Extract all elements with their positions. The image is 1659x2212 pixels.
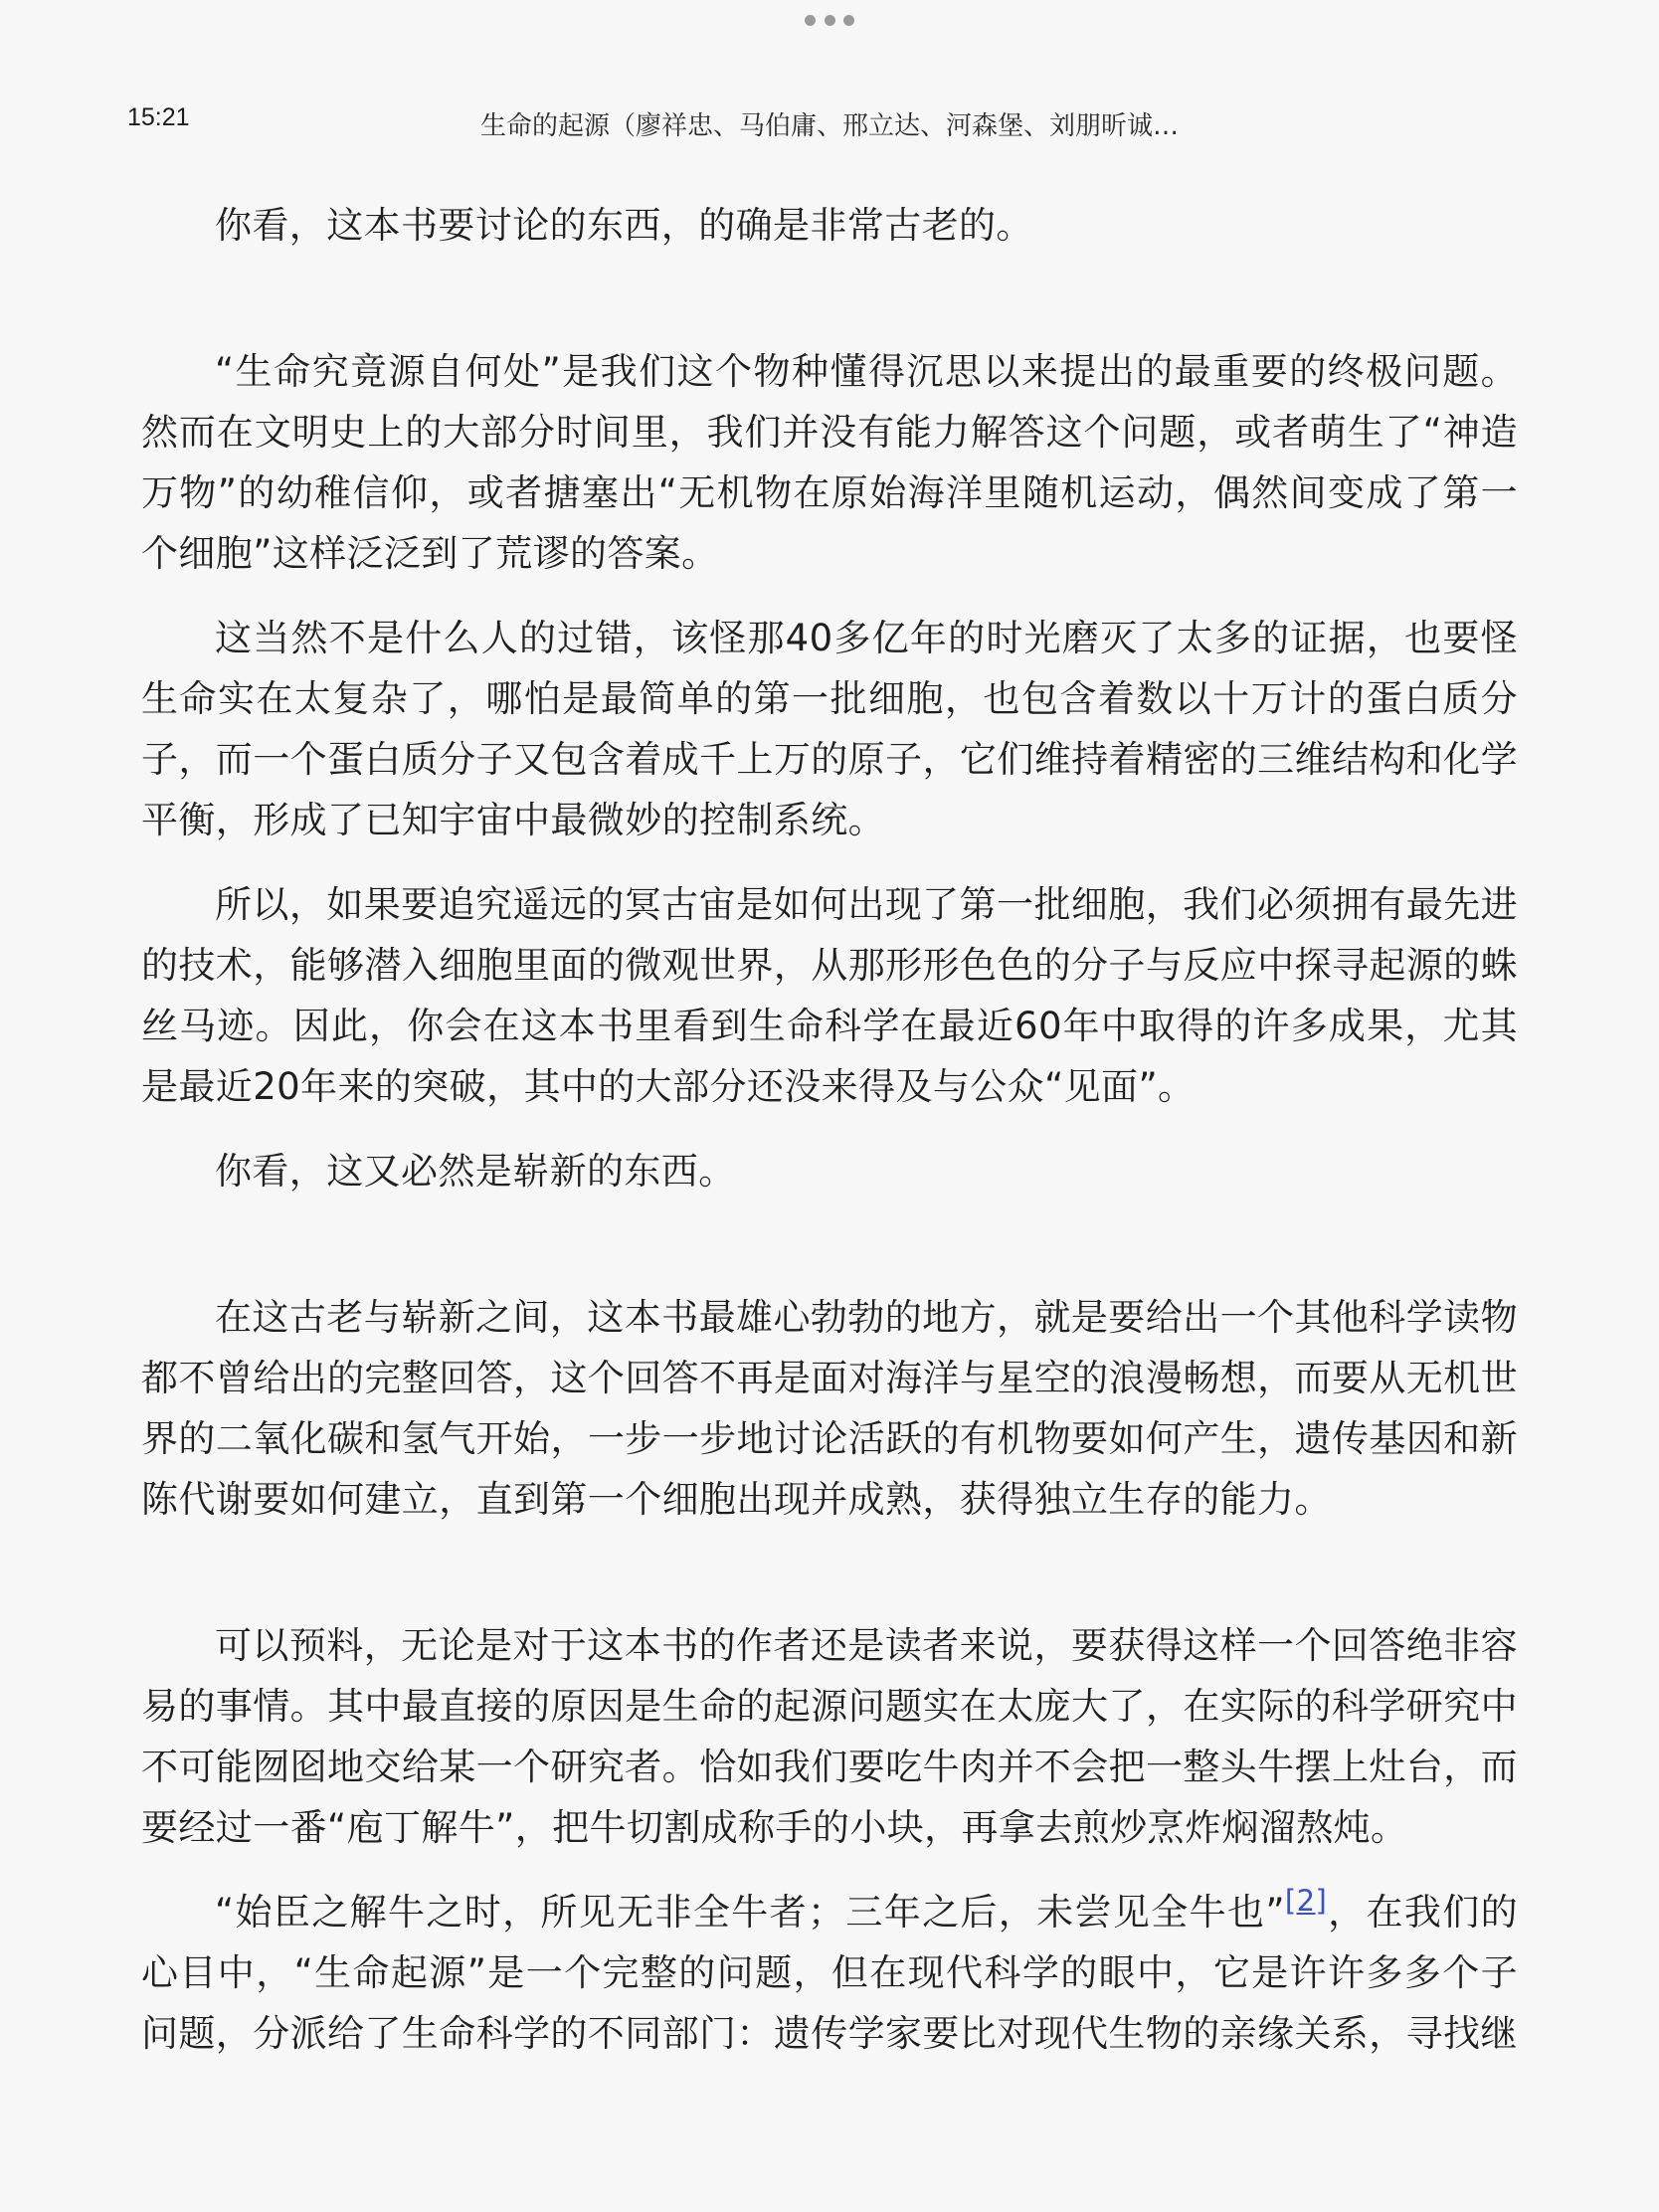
dot-icon xyxy=(805,15,816,26)
paragraph: 所以，如果要追究遥远的冥古宙是如何出现了第一批细胞，我们必须拥有最先进的技术，能够潜入细胞里面的微观世界，从那形形色色的分子与反应中探寻起源的蛛丝马迹。因此，你会在这本书里看到生命科学在最近60年中取得的许多成果，尤其是最近20年来的突破，其中的大部分还没来得及与公众“见面”。 xyxy=(141,883,1518,1108)
book-title: 生命的起源（廖祥忠、马伯庸、邢立达、河森堡、刘朋昕诚… xyxy=(479,111,1179,141)
paragraph xyxy=(141,1882,1518,2064)
paragraph: 这当然不是什么人的过错，该怪那40多亿年的时光磨灭了太多的证据，也要怪生命实在太复杂了，哪怕是最简单的第一批细胞，也包含着数以十万计的蛋白质分子，而一个蛋白质分子又包含着成千上万的原子，它们维持着精密的三维结构和化学平衡，形成了已知宇宙中最微妙的控制系统。 xyxy=(141,617,1518,841)
paragraph: 可以预料，无论是对于这本书的作者还是读者来说，要获得这样一个回答绝非容易的事情。其中最直接的原因是生命的起源问题实在太庞大了，在实际的科学研究中不可能囫囵地交给某一个研究者。恰如我们要吃牛肉并不会把一整头牛摆上灶台，而要经过一番“庖丁解牛”，把牛切割成称手的小块，再拿去煎炒烹炸焖溜熬炖。 xyxy=(141,1624,1518,1849)
paragraph: 在这古老与崭新之间，这本书最雄心勃勃的地方，就是要给出一个其他科学读物都不曾给出的完整回答，这个回答不再是面对海洋与星空的浪漫畅想，而要从无机世界的二氧化碳和氢气开始，一步一步地讨论活跃的有机物要如何产生，遗传基因和新陈代谢要如何建立，直到第一个细胞出现并成熟，获得独立生存的能力。 xyxy=(141,1296,1518,1521)
paragraph: 你看，这又必然是崭新的东西。 xyxy=(215,1150,736,1193)
reader-page-content xyxy=(141,195,1518,2088)
paragraph-text: “始臣之解牛之时，所见无非全牛者；三年之后，未尝见全牛也” xyxy=(215,1891,1285,1934)
paragraph-text: ，在我们的心目中，“生命起源”是一个完整的问题，但在现代科学的眼中，它是许许多多个子问题，分派给了生命科学的不同部门：遗传学家要比对现代生物的亲缘关系，寻找继 xyxy=(141,1891,1519,2055)
dot-icon xyxy=(843,15,854,26)
dot-icon xyxy=(825,15,835,26)
multitasking-dots-icon[interactable] xyxy=(805,12,854,28)
status-time: 15:21 xyxy=(127,103,190,131)
paragraph: 你看，这本书要讨论的东西，的确是非常古老的。 xyxy=(215,204,1033,247)
paragraph: “生命究竟源自何处”是我们这个物种懂得沉思以来提出的最重要的终极问题。然而在文明史上的大部分时间里，我们并没有能力解答这个问题，或者萌生了“神造万物”的幼稚信仰，或者搪塞出“无机物在原始海洋里随机运动，偶然间变成了第一个细胞”这样泛泛到了荒谬的答案。 xyxy=(141,350,1518,575)
footnote-link[interactable]: [2] xyxy=(1284,1884,1328,1918)
